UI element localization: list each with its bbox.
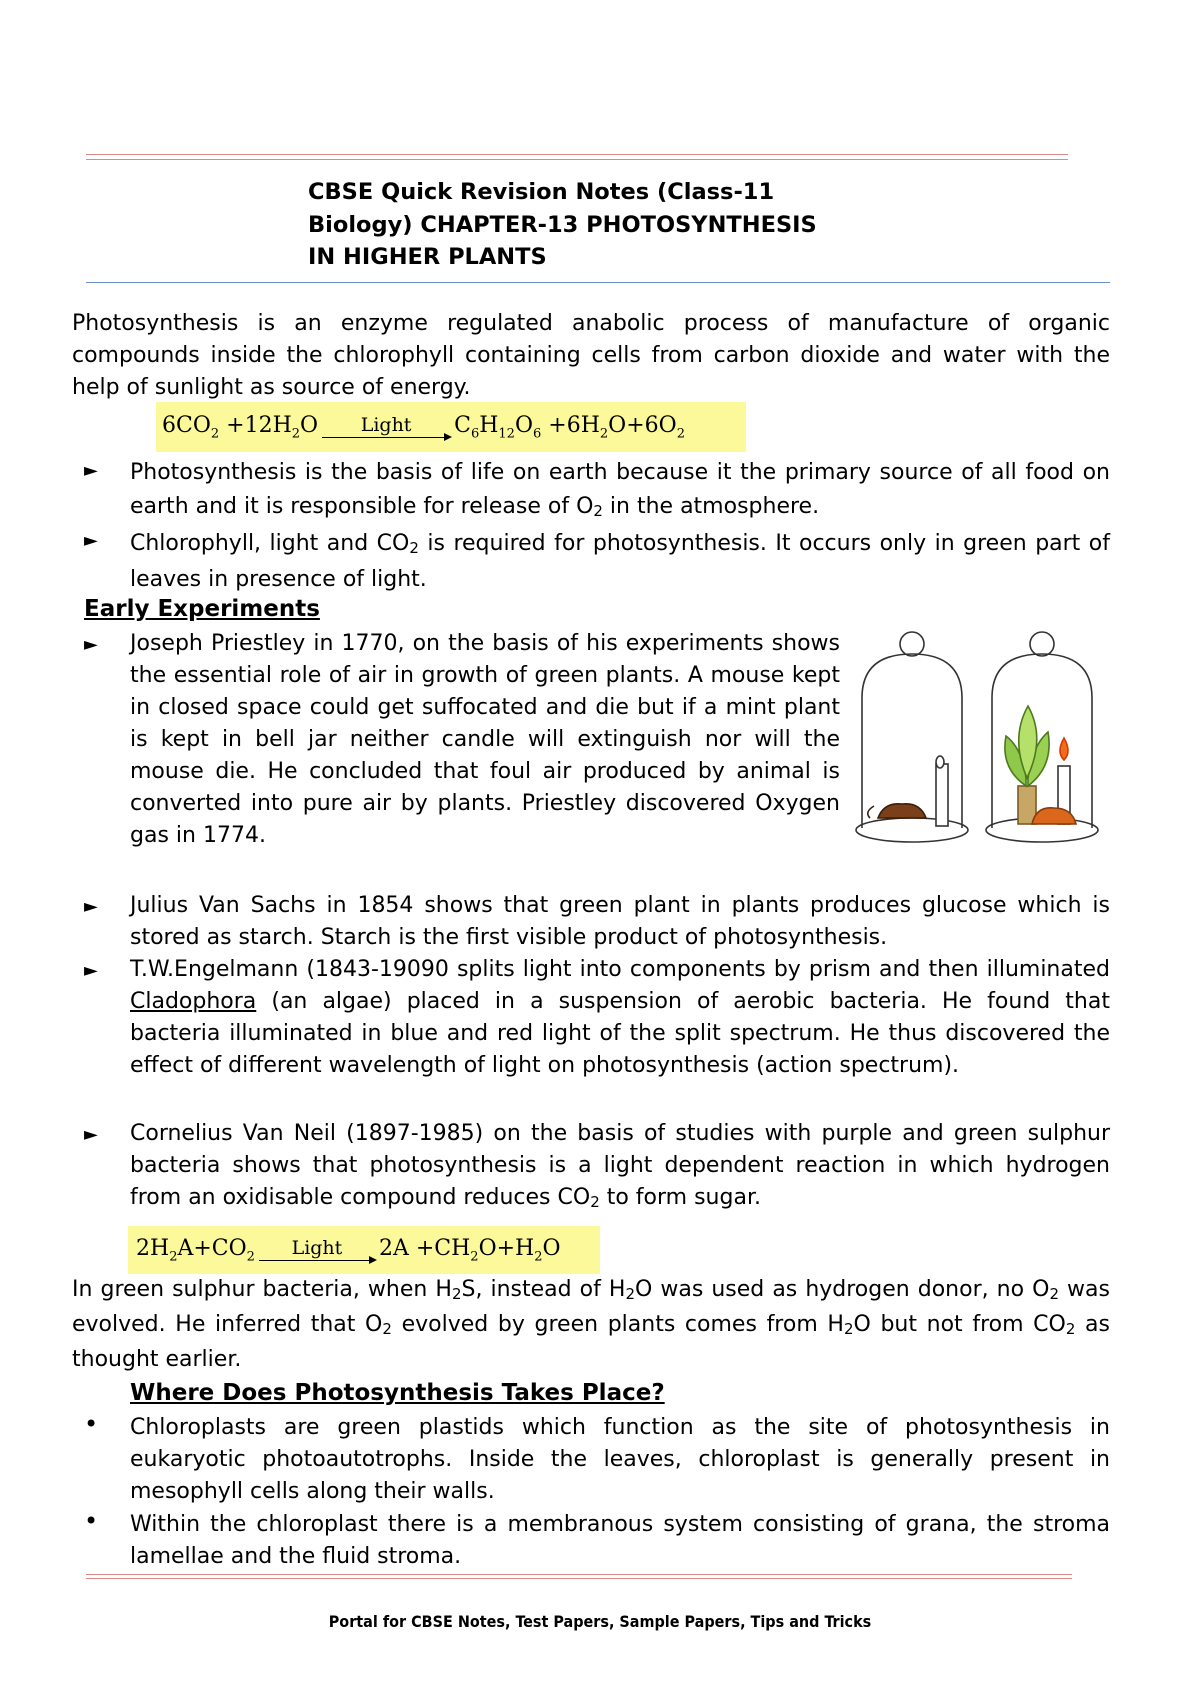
sachs-paragraph: Julius Van Sachs in 1854 shows that green plant in plants produces glucose which is stored as starch. Starch is the first visible product of photosynthesis. [130, 893, 1110, 950]
top-double-rule [86, 154, 1068, 160]
bullet-arrow-icon: ► [84, 530, 98, 551]
bell-jar-experiment-figure [850, 628, 1112, 848]
eq2-arrow: Light [259, 1239, 375, 1261]
cladophora-term: Cladophora [130, 989, 257, 1014]
eq1-lhs: $6CO_2 +12H_2O$ [162, 412, 319, 442]
eq2-lhs: $2H_2A+CO_2$ [136, 1235, 255, 1265]
chloroplast-paragraph: Chloroplasts are green plastids which function as the site of photosynthesis in eukaryotic photoautotrophs. Inside the leaves, chloroplast is generally present in mesophyll cells along their walls. [130, 1415, 1110, 1504]
vanneil-paragraph: Cornelius Van Neil (1897-1985) on the basis of studies with purple and green sulphur bacteria shows that photosynthesis is a light dependent reaction in which hydrogen from an oxidisable compound reduces $CO_2$ to form sugar. [130, 1121, 1110, 1211]
bell-jar-right-illustration [986, 632, 1098, 842]
bullet-arrow-icon: ► [84, 634, 98, 655]
bullet-chlorophyll: Chlorophyll, light and $CO_2$ is required for photosynthesis. It occurs only in green part of leaves in presence of light. [130, 531, 1111, 592]
bacterial-photosynthesis-equation [128, 1226, 600, 1274]
page-footer: Portal for CBSE Notes, Test Papers, Sample Papers, Tips and Tricks [328, 1612, 872, 1631]
heading-early-experiments: Early Experiments [84, 596, 320, 622]
title-line-3: IN HIGHER PLANTS [308, 244, 547, 270]
eq1-rhs: $C_6H_{12}O_6 +6H_2O+6O_2$ [454, 412, 685, 442]
title-line-2: Biology) CHAPTER-13 PHOTOSYNTHESIS [308, 211, 817, 238]
priestley-paragraph: Joseph Priestley in 1770, on the basis of his experiments shows the essential role of air in growth of green plants. A mouse kept in closed space could get suffocated and die but if a mint plant is kept in bell jar neither candle will extinguish nor will the mouse die. He concluded that foul air produced by animal is converted into pure air by plants. Priestley discovered Oxygen gas in 1774. [130, 631, 840, 848]
eq2-rhs: $2A +CH_2O+H_2O$ [378, 1235, 561, 1265]
intro-paragraph: Photosynthesis is an enzyme regulated anabolic process of manufacture of organic compounds inside the chlorophyll containing cells from carbon dioxide and water with the help of sunlight as source of energy. [72, 311, 1110, 400]
page-title [308, 176, 908, 274]
bell-jar-left-illustration [856, 632, 968, 842]
bullet-dot-icon: • [84, 1507, 99, 1535]
title-underline-rule [86, 282, 1110, 283]
eq1-arrow: Light [322, 416, 450, 438]
green-sulphur-paragraph: In green sulphur bacteria, when $H_2S$, instead of $H_2O$ was used as hydrogen donor, no $O_2$ was evolved. He inferred that $O_2$ evolved by green plants comes from $H_2O$ but not from $CO_2$ as thought earlier. [72, 1277, 1110, 1372]
photosynthesis-equation [156, 402, 746, 452]
bullet-arrow-icon: ► [84, 896, 98, 917]
heading-where-photosynthesis: Where Does Photosynthesis Takes Place? [130, 1380, 665, 1406]
bottom-double-rule [86, 1574, 1072, 1579]
engelmann-paragraph: T.W.Engelmann (1843-19090 splits light into components by prism and then illuminated Cladophora (an algae) placed in a suspension of aerobic bacteria. He found that bacteria illuminated in blue and red light of the split spectrum. He thus discovered the effect of different wavelength of light on photosynthesis (action spectrum). [130, 957, 1110, 1078]
bullet-arrow-icon: ► [84, 960, 98, 981]
title-line-1: CBSE Quick Revision Notes (Class-11 [308, 179, 775, 205]
membranous-system-paragraph: Within the chloroplast there is a membranous system consisting of grana, the stroma lamellae and the fluid stroma. [130, 1512, 1110, 1569]
bullet-arrow-icon: ► [84, 1124, 98, 1145]
bullet-arrow-icon: ► [84, 460, 98, 481]
bullet-basis-of-life: Photosynthesis is the basis of life on earth because it the primary source of all food on earth and it is responsible for release of $O_2$ in the atmosphere. [130, 460, 1110, 520]
bullet-dot-icon: • [84, 1410, 99, 1438]
